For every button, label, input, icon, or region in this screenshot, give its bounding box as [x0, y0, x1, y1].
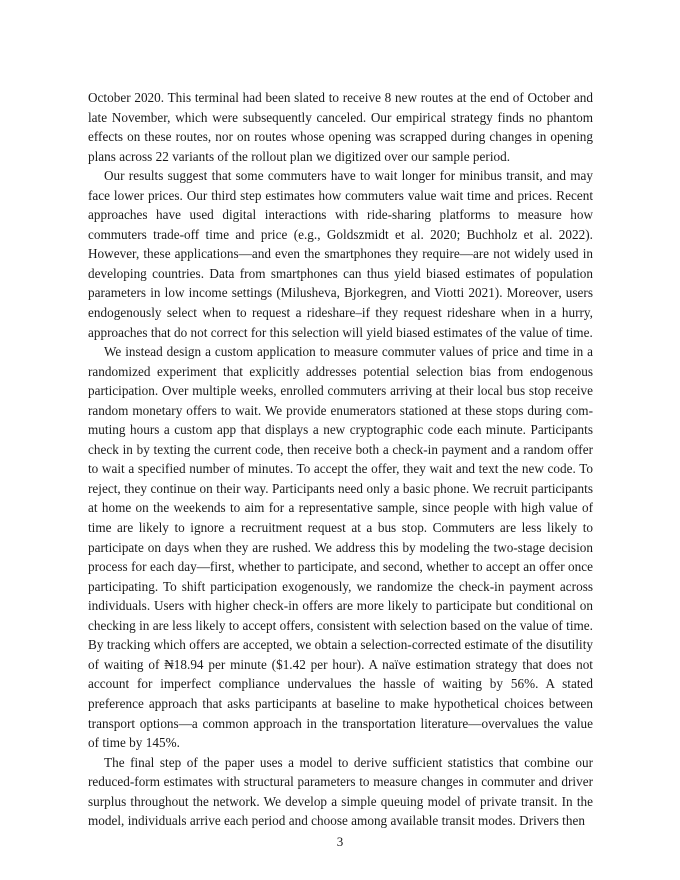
paragraph-phantom-effects: October 2020. This terminal had been slated to receive 8 new routes at the end of October and late November, which were subsequently canceled. Our empirical strategy finds no phantom effects on these routes, nor on routes whose opening was scrapped during changes in opening plans across 22 variants of the rollout plan we digitized over our sample period.: [88, 90, 593, 164]
paragraph-experiment-design: We instead design a custom application to measure commuter values of price and time in a randomized experiment that explicitly addresses potential selection bias from endogenous participation. Over multiple weeks, enrolled commuters arriving at their local bus stop receive random monetary offers to wait. We provide enumerators stationed at these stops during commuting hours a custom app that displays a new cryptographic code each minute. Participants check in by texting the current code, then receive both a check-in payment and a random offer to wait a specified number of minutes. To accept the offer, they wait and text the new code. To reject, they continue on their way. Participants need only a basic phone. We recruit participants at home on the weekends to aim for a representative sample, since people with high value of time are likely to ignore a recruitment request at a bus stop. Commuters are less likely to participate on days when they are rushed. We address this by modeling the two-stage decision process for each day—first, whether to participate, and second, whether to accept an offer once participating. To shift participation exogenously, we randomize the check-in payment across individuals. Users with higher check-in offers are more likely to participate but conditional on checking in are less likely to accept offers, consistent with selection based on the value of time. By tracking which offers are accepted, we obtain a selection-corrected estimate of the disutility of waiting of ₦18.94 per minute ($1.42 per hour). A naïve estimation strategy that does not account for imperfect compliance undervalues the hassle of waiting by 56%. A stated preference approach that asks participants at baseline to make hypothetical choices between transport options—a common approach in the transportation literature—overvalues the value of time by 145%.: [88, 344, 593, 751]
paragraph-commuter-valuation: Our results suggest that some commuters have to wait longer for minibus transit, and may face lower prices. Our third step estimates how commuters value wait time and prices. Recent approaches have used digital interactions with ride-sharing platforms to measure how commuters trade-off time and price (e.g., Goldszmidt et al. 2020; Buchholz et al. 2022). However, these applications—and even the smartphones they require—are not widely used in developing countries. Data from smartphones can thus yield biased estimates of population parameters in low income settings (Milusheva, Bjorkegren, and Viotti 2021). Moreover, users endogenously select when to request a rideshare–if they request rideshare when in a hurry, approaches that do not correct for this selection will yield biased estimates of the value of time.: [88, 168, 593, 340]
paragraph-model-overview: The final step of the paper uses a model to derive sufficient statistics that combine our reduced-form estimates with structural parameters to measure changes in commuter and driver surplus throughout the network. We develop a simple queuing model of private transit. In the model, individuals arrive each period and choose among available transit modes. Drivers then: [88, 754, 593, 829]
page-body: [88, 88, 593, 831]
page-number: 3: [336, 834, 344, 849]
